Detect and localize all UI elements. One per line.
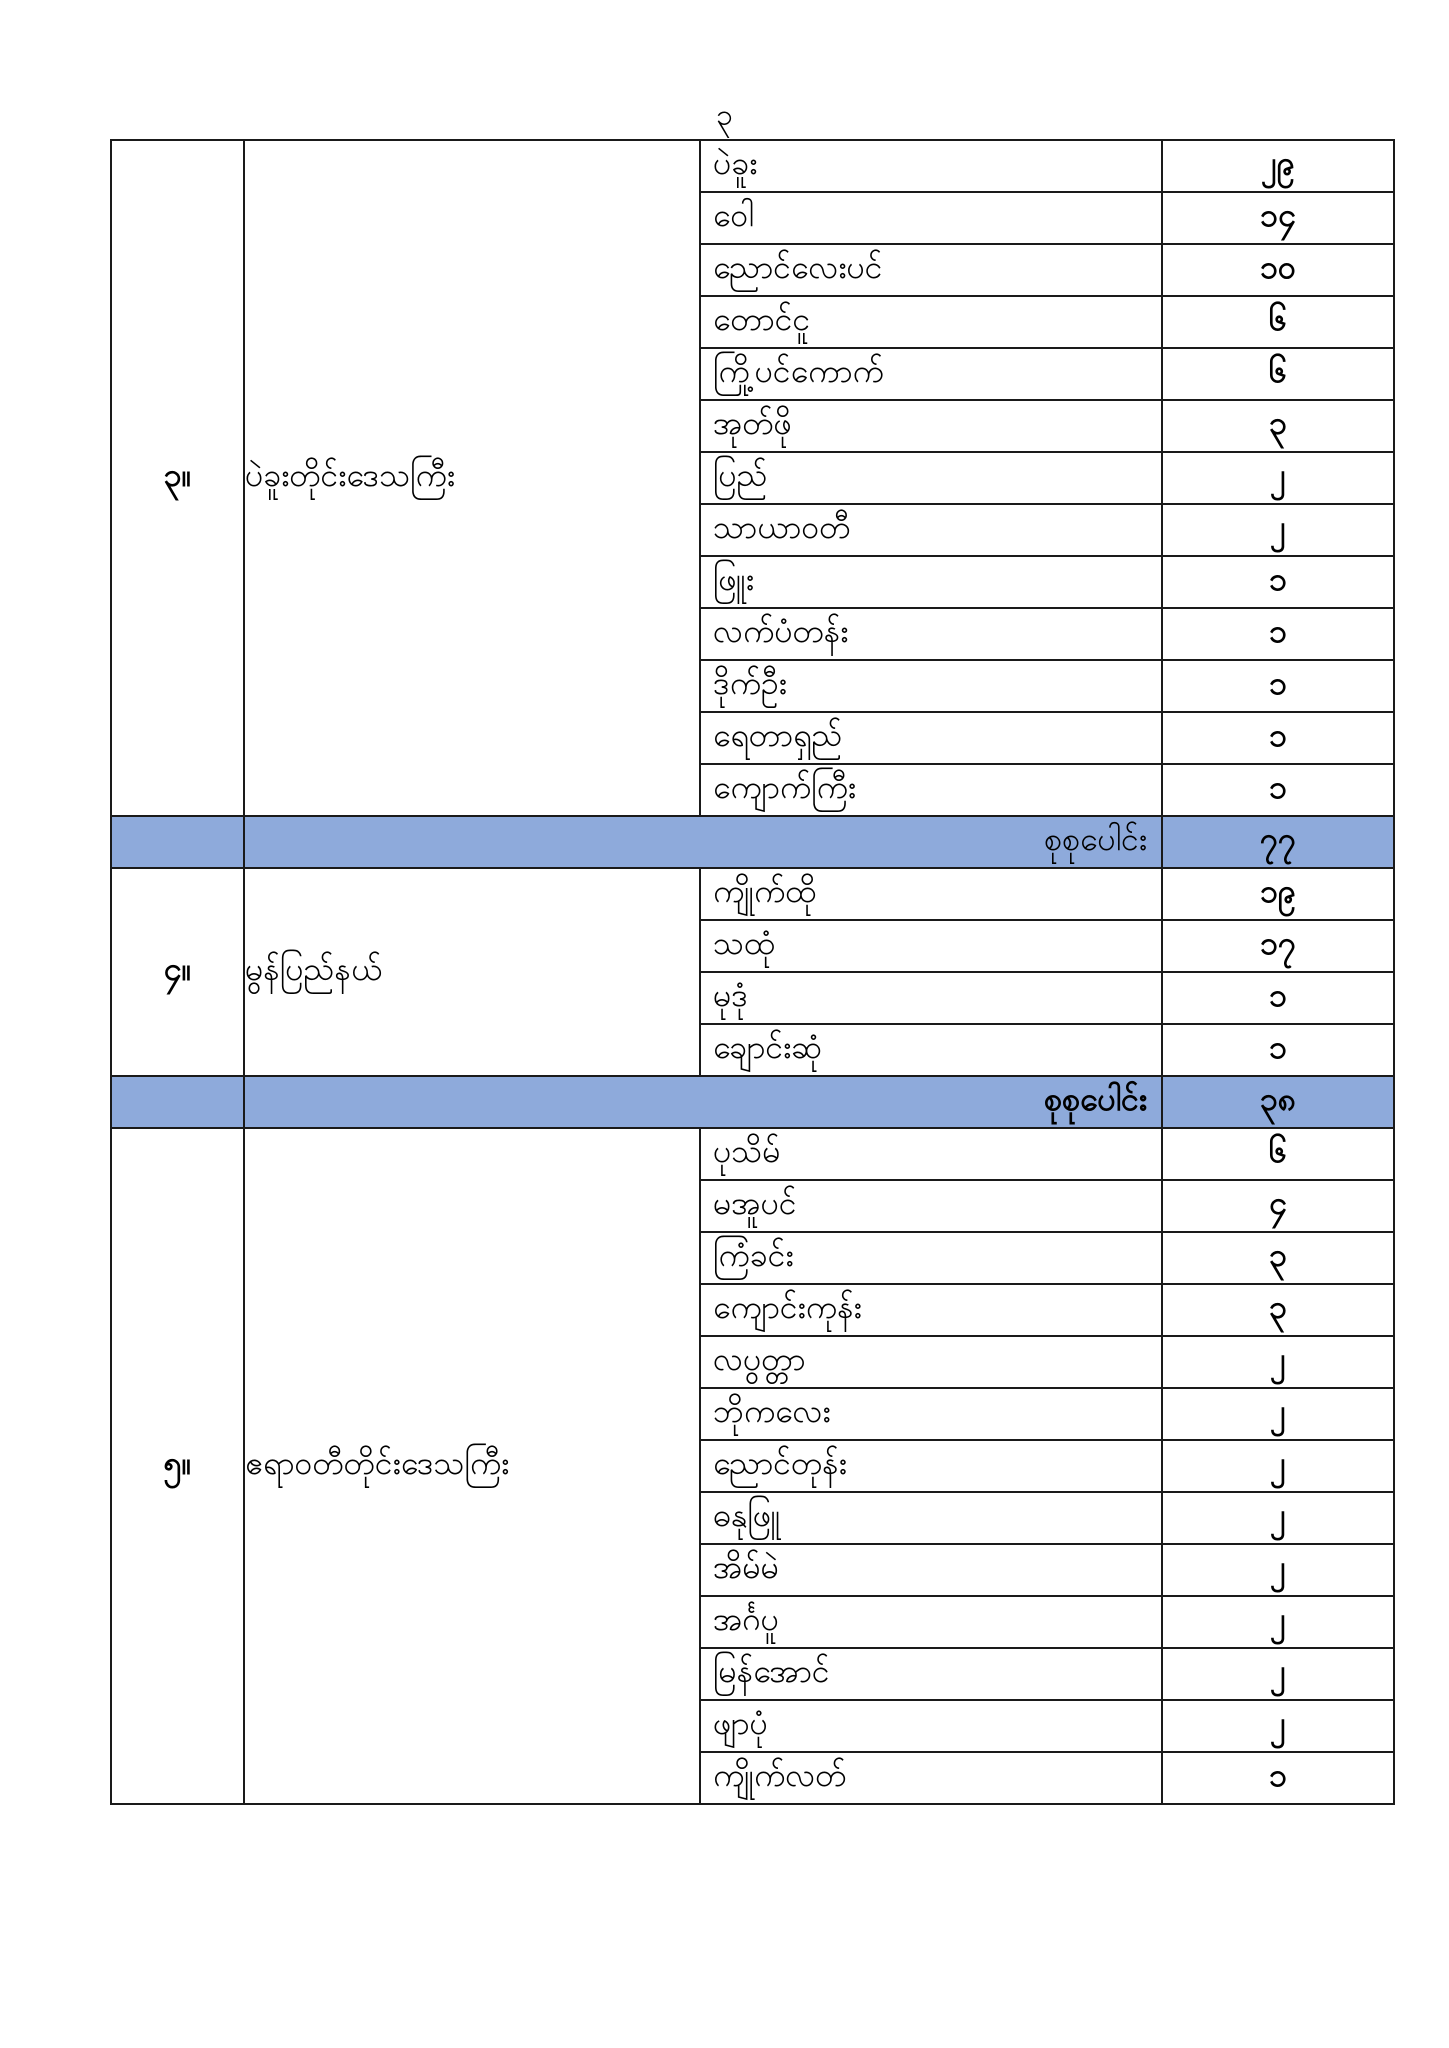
township-count-table: [110, 139, 1395, 1805]
region-name: ပဲခူးတိုင်းဒေသကြီး: [244, 140, 700, 816]
township-name: ဖျာပုံ: [700, 1700, 1162, 1752]
township-name: ကျိုက်ထို: [700, 868, 1162, 920]
subtotal-row: [111, 816, 1394, 868]
township-name: တောင်ငူ: [700, 296, 1162, 348]
township-name: ပြည်: [700, 452, 1162, 504]
subtotal-blank-cell: [111, 1076, 244, 1128]
township-count: ၆: [1162, 348, 1394, 400]
township-count: ၂: [1162, 1700, 1394, 1752]
township-name: ချောင်းဆုံ: [700, 1024, 1162, 1076]
township-count: ၁၄: [1162, 192, 1394, 244]
township-name: မြန်အောင်: [700, 1648, 1162, 1700]
township-name: သာယာဝတီ: [700, 504, 1162, 556]
subtotal-count: ၇၇: [1162, 816, 1394, 868]
township-name: ရေတာရှည်: [700, 712, 1162, 764]
township-count: ၂၉: [1162, 140, 1394, 192]
township-name: ဝေါ: [700, 192, 1162, 244]
township-name: အင်္ဂပူ: [700, 1596, 1162, 1648]
township-count: ၁: [1162, 608, 1394, 660]
township-name: ကြို့ပင်ကောက်: [700, 348, 1162, 400]
township-name: လက်ပံတန်း: [700, 608, 1162, 660]
township-name: မုဒုံ: [700, 972, 1162, 1024]
region-name: ဧရာဝတီတိုင်းဒေသကြီး: [244, 1128, 700, 1804]
township-count: ၁၀: [1162, 244, 1394, 296]
township-name: ကြံခင်း: [700, 1232, 1162, 1284]
township-count: ၂: [1162, 1648, 1394, 1700]
township-name: ဒိုက်ဦး: [700, 660, 1162, 712]
township-count: ၁၇: [1162, 920, 1394, 972]
township-name: ကျောင်းကုန်း: [700, 1284, 1162, 1336]
township-count: ၃: [1162, 400, 1394, 452]
township-name: ဖြူး: [700, 556, 1162, 608]
township-name: ညောင်လေးပင်: [700, 244, 1162, 296]
township-count: ၂: [1162, 1388, 1394, 1440]
township-count: ၁: [1162, 556, 1394, 608]
township-name: သထုံ: [700, 920, 1162, 972]
township-count: ၁၉: [1162, 868, 1394, 920]
table-row: [111, 1128, 1394, 1180]
township-count: ၁: [1162, 972, 1394, 1024]
township-count: ၆: [1162, 1128, 1394, 1180]
township-count: ၂: [1162, 504, 1394, 556]
township-name: ကျိုက်လတ်: [700, 1752, 1162, 1804]
township-count: ၁: [1162, 712, 1394, 764]
township-name: ပဲခူး: [700, 140, 1162, 192]
township-count: ၆: [1162, 296, 1394, 348]
township-name: ညောင်တုန်း: [700, 1440, 1162, 1492]
township-name: လပွတ္တာ: [700, 1336, 1162, 1388]
section-number: ၃။: [111, 140, 244, 816]
region-name: မွန်ပြည်နယ်: [244, 868, 700, 1076]
subtotal-count: ၃၈: [1162, 1076, 1394, 1128]
township-name: ဘိုကလေး: [700, 1388, 1162, 1440]
page-number: ၃: [716, 98, 733, 133]
table-row: [111, 140, 1394, 192]
township-count: ၃: [1162, 1232, 1394, 1284]
township-count: ၂: [1162, 452, 1394, 504]
township-count: ၁: [1162, 1752, 1394, 1804]
township-name: မအူပင်: [700, 1180, 1162, 1232]
township-count: ၂: [1162, 1596, 1394, 1648]
subtotal-blank-cell: [111, 816, 244, 868]
township-count: ၁: [1162, 764, 1394, 816]
township-name: ကျောက်ကြီး: [700, 764, 1162, 816]
township-count: ၂: [1162, 1544, 1394, 1596]
table-row: [111, 868, 1394, 920]
township-count: ၂: [1162, 1336, 1394, 1388]
township-count: ၄: [1162, 1180, 1394, 1232]
section-number: ၄။: [111, 868, 244, 1076]
township-name: အိမ်မဲ: [700, 1544, 1162, 1596]
township-count: ၂: [1162, 1440, 1394, 1492]
township-name: အုတ်ဖို: [700, 400, 1162, 452]
township-count: ၂: [1162, 1492, 1394, 1544]
township-count: ၃: [1162, 1284, 1394, 1336]
section-number: ၅။: [111, 1128, 244, 1804]
subtotal-label: စုစုပေါင်း: [244, 1076, 1162, 1128]
township-count: ၁: [1162, 1024, 1394, 1076]
township-name: ဓနုဖြူ: [700, 1492, 1162, 1544]
township-name: ပုသိမ်: [700, 1128, 1162, 1180]
subtotal-row: [111, 1076, 1394, 1128]
township-count: ၁: [1162, 660, 1394, 712]
subtotal-label: စုစုပေါင်း: [244, 816, 1162, 868]
